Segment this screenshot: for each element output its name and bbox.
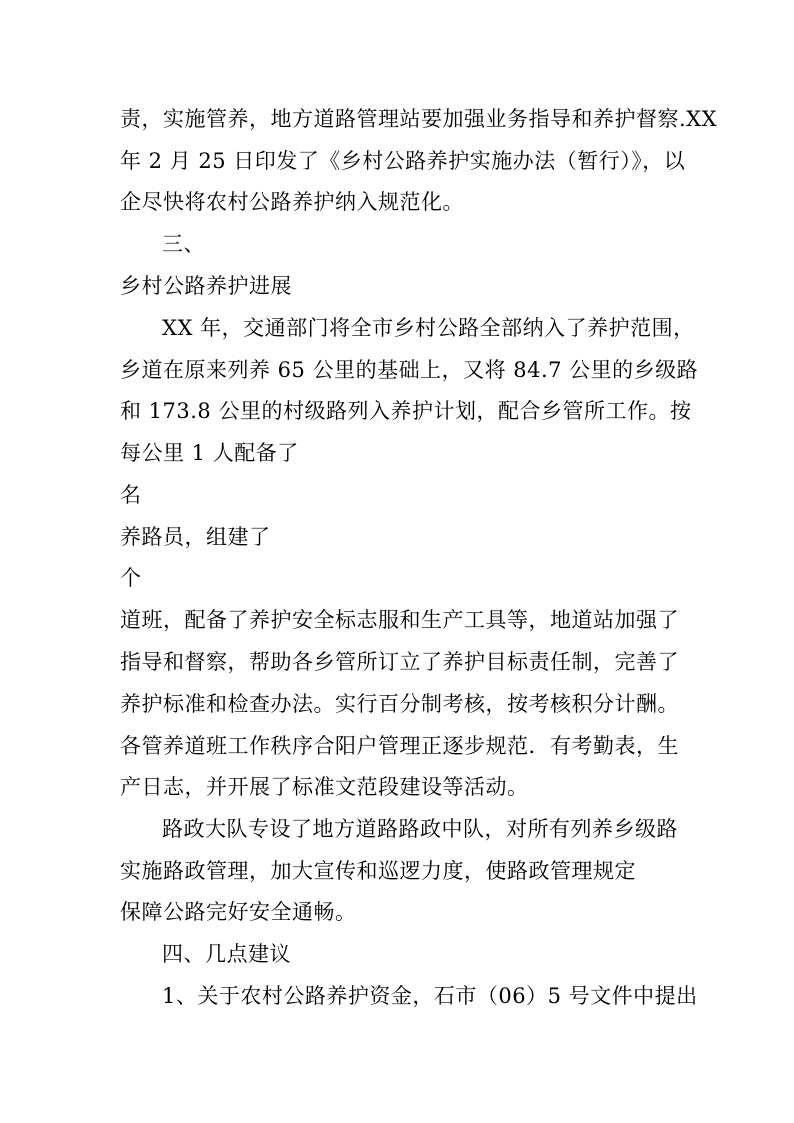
text-line: 路政大队专设了地方道路路政中队，对所有列养乡级路: [162, 817, 678, 841]
text-line: 年 2 月 25 日印发了《乡村公路养护实施办法（暂行）》，以: [120, 149, 686, 173]
text-line: 责，实施管养，地方道路管理站要加强业务指导和养护督察.XX: [120, 107, 718, 131]
text-line: 产日志，并开展了标准文范段建设等活动。: [120, 775, 529, 799]
section-heading-number: 三、: [162, 232, 205, 256]
text-line: XX 年，交通部门将全市乡村公路全部纳入了养护范围，: [162, 316, 695, 340]
text-line: 养路员，组建了: [120, 525, 271, 549]
text-line: 指导和督察，帮助各乡管所订立了养护目标责任制，完善了: [120, 650, 679, 674]
text-line: 个: [120, 566, 142, 590]
text-line: 道班，配备了养护安全标志服和生产工具等，地道站加强了: [120, 608, 679, 632]
text-line: 养护标准和检查办法。实行百分制考核，按考核积分计酬。: [120, 692, 679, 716]
text-line: 实施路政管理，加大宣传和巡逻力度，使路政管理规定: [120, 859, 636, 883]
text-line: 每公里 1 人配备了: [120, 441, 299, 465]
text-line: 名: [120, 483, 142, 507]
text-line: 保障公路完好安全通畅。: [120, 900, 357, 924]
text-line: 1、关于农村公路养护资金，石市（06）5 号文件中提出: [162, 984, 698, 1008]
text-line: 各管养道班工作秩序合阳户管理正逐步规范．有考勤表，生: [120, 734, 679, 758]
text-line: 乡道在原来列养 65 公里的基础上，又将 84.7 公里的乡级路: [120, 358, 699, 382]
section-heading: 四、几点建议: [162, 942, 291, 966]
text-line: 和 173.8 公里的村级路列入养护计划，配合乡管所工作。按: [120, 399, 692, 423]
text-line: 企尽快将农村公路养护纳入规范化。: [120, 190, 464, 214]
section-heading: 乡村公路养护进展: [120, 274, 292, 298]
